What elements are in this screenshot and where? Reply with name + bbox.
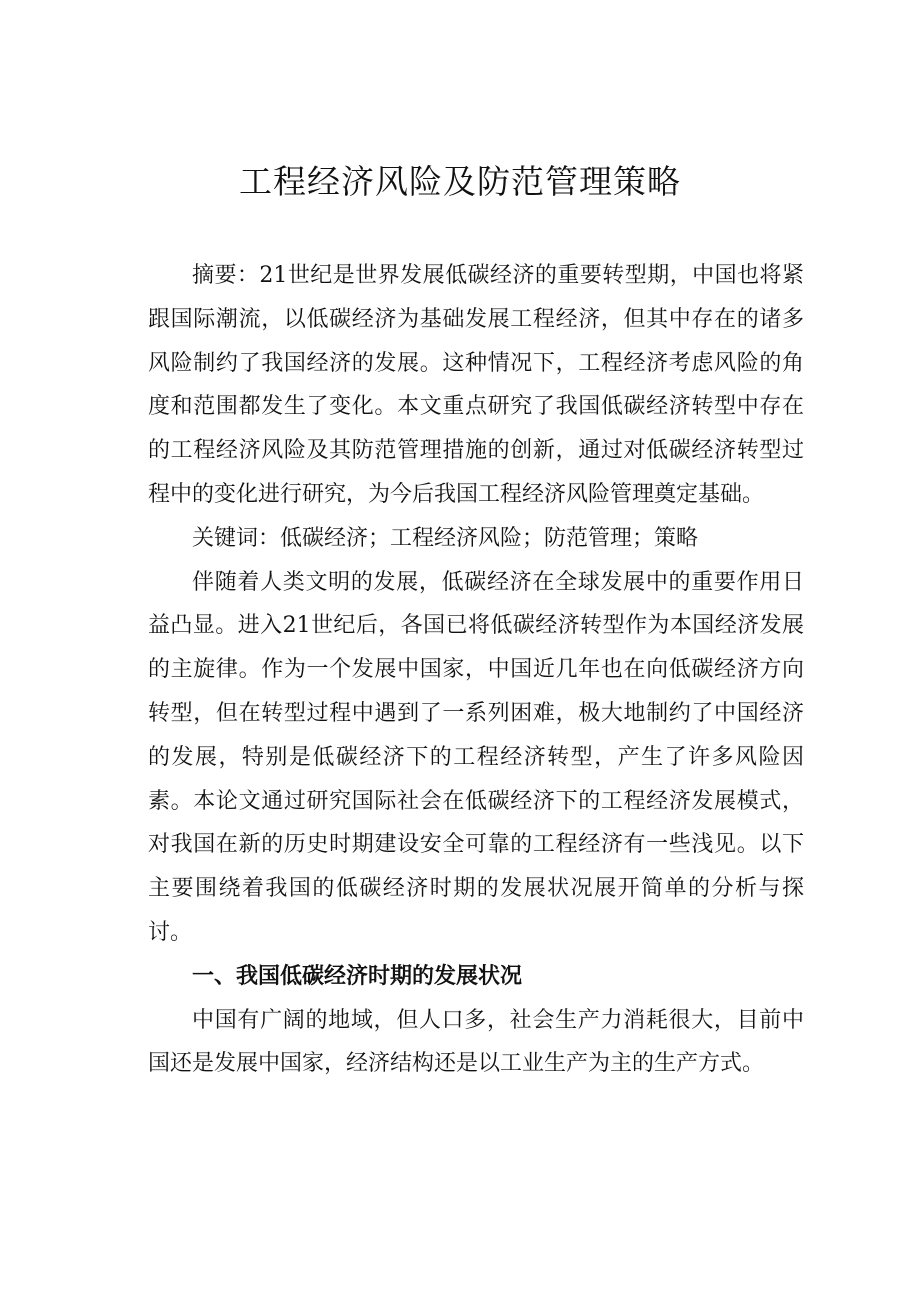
section-heading: 一、我国低碳经济时期的发展状况 bbox=[192, 963, 523, 989]
section-paragraph: 中国有广阔的地域，但人口多，社会生产力消耗很大，目前中国还是发展中国家，经济结构还是以工业生产为主的生产方式。 bbox=[148, 1007, 804, 1077]
document-title: 工程经济风险及防范管理策略 bbox=[239, 162, 681, 201]
document-body bbox=[148, 254, 804, 1086]
intro-paragraph: 伴随着人类文明的发展，低碳经济在全球发展中的重要作用日益凸显。进入21世纪后，各国已将低碳经济转型作为本国经济发展的主旋律。作为一个发展中国家，中国近几年也在向低碳经济方向转型，但在转型过程中遇到了一系列困难，极大地制约了中国经济的发展，特别是低碳经济下的工程经济转型，产生了许多风险因素。本论文通过研究国际社会在低碳经济下的工程经济发展模式，对我国在新的历史时期建设安全可靠的工程经济有一些浅见。以下主要围绕着我国的低碳经济时期的发展状况展开简单的分析与探讨。 bbox=[148, 569, 804, 945]
abstract-paragraph: 摘要：21世纪是世界发展低碳经济的重要转型期，中国也将紧跟国际潮流，以低碳经济为基础发展工程经济，但其中存在的诸多风险制约了我国经济的发展。这种情况下，工程经济考虑风险的角度和范围都发生了变化。本文重点研究了我国低碳经济转型中存在的工程经济风险及其防范管理措施的创新，通过对低碳经济转型过程中的变化进行研究，为今后我国工程经济风险管理奠定基础。 bbox=[148, 263, 804, 507]
keywords-paragraph: 关键词：低碳经济；工程经济风险；防范管理；策略 bbox=[192, 525, 699, 551]
